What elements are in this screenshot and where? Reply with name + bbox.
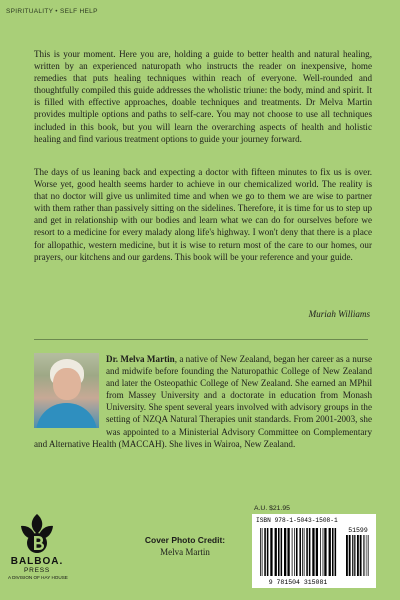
barcode-bar [302,528,303,576]
isbn-label: ISBN 978-1-5043-1508-1 [256,517,338,524]
endorsement-signature: Muriah Williams [308,309,370,319]
barcode-bar [304,528,305,576]
lotus-b-icon [17,512,57,554]
publisher-logo [8,512,66,592]
barcode-bar [357,535,359,576]
barcode-bar [292,528,293,576]
author-name: Dr. Melva Martin [106,354,175,364]
barcode-bar [354,535,355,576]
barcode-bar [296,528,298,576]
description-paragraph-2: The days of us leaning back and expecting a doctor with fifteen minutes to fix us is over. Worse yet, good health seems harder to achieve in our chemicalized world. The reality is that no doctor will give us unlimited time and when we go to them we are wise to partner with them rather than passively sitting on the sidelines. Therefore, it is time for us to step up and get in relationship with our bodies and learn what we can do for ourselves before we resort to a medicine for every malady along life's highway. I won't deny that there is a place for allopathic, western medicine, but it is wise to return most of the care to our homes, our prayers, our kitchens and our gardens. This book will be your reference and your guide. [34,167,372,262]
barcode-bar [335,528,337,576]
barcode-bar [352,535,353,576]
publisher-name: BALBOA. [10,556,64,567]
photo-spacer [34,353,106,431]
barcode-bar [332,528,334,576]
barcode-bar [260,528,261,576]
barcode-bar [316,528,318,576]
barcode-bar [294,528,295,576]
barcode-bar [320,528,321,576]
barcode-bar [281,528,283,576]
author-bio-text: , a native of New Zealand, began her career as a nurse and midwife before founding the Naturopathic College of New Zealand and later the Osteopathic College of New Zealand. She earned an MPhil from Massey University and a doctorate in education from Monash University. She spent several years involved with advisory groups in the setting of NZQA Natural Therapies unit standards. From 2001-2003, she was appointed to a Ministerial Advisory Committee on Complementary and Alternative Health (MACCAH). She lives in Wairoa, New Zealand. [34,354,372,449]
barcode-bar [324,528,326,576]
barcode-bar [306,528,308,576]
price-label: A.U. $21.95 [254,505,290,512]
barcode-bar [312,528,314,576]
publisher-sub: PRESS [23,567,51,574]
barcode-addon-number: 51599 [348,527,368,534]
barcode-bar [299,528,301,576]
isbn-barcode-block [252,514,376,588]
barcode-bar [264,528,266,576]
photo-credit-name: Melva Martin [160,547,210,557]
photo-credit-title: Cover Photo Credit: [144,535,226,545]
barcode-bar [367,535,368,576]
barcode-bar [323,528,324,576]
barcode-bar [275,528,277,576]
barcode-bar [349,535,351,576]
barcode-bar [365,535,366,576]
barcode-bar [368,535,369,576]
photo-credit [130,535,240,557]
barcode-bar [287,528,289,576]
barcode-bar [267,528,269,576]
barcode-bar [284,528,286,576]
description-paragraph-1: This is your moment. Here you are, holding a guide to better health and natural healing, written by an experienced naturopath who instructs the reader on inexpensive, home remedies that puts healing techniques within reach of everyone. Well-rounded and thoughtfully compiled this guide addresses the wholistic triune: the body, mind and spirit. It is filled with effective approaches, doable techniques and treatments. Dr Melva Martin provides multiple options and paths to self-care. You may not choose to use all techniques included in this book, but you will learn the overarching aspects of health and holistic healing and find various treatment options to guide your journey forward. [34,49,372,144]
category-label: SPIRITUALITY • SELF HELP [6,8,98,15]
author-bio [34,353,372,450]
barcode-bar [346,535,348,576]
barcode-bar [363,535,364,576]
barcode-bar [270,528,272,576]
barcode-main-number: 9 781504 315081 [268,579,328,586]
barcode-bar [309,528,311,576]
barcode-bar [278,528,280,576]
section-divider [34,339,368,340]
barcode-bar [360,535,362,576]
barcode-icon [254,526,374,586]
barcode-bar [329,528,331,576]
publisher-tagline: A DIVISION OF HAY HOUSE [8,575,68,580]
barcode-bar [262,528,263,576]
